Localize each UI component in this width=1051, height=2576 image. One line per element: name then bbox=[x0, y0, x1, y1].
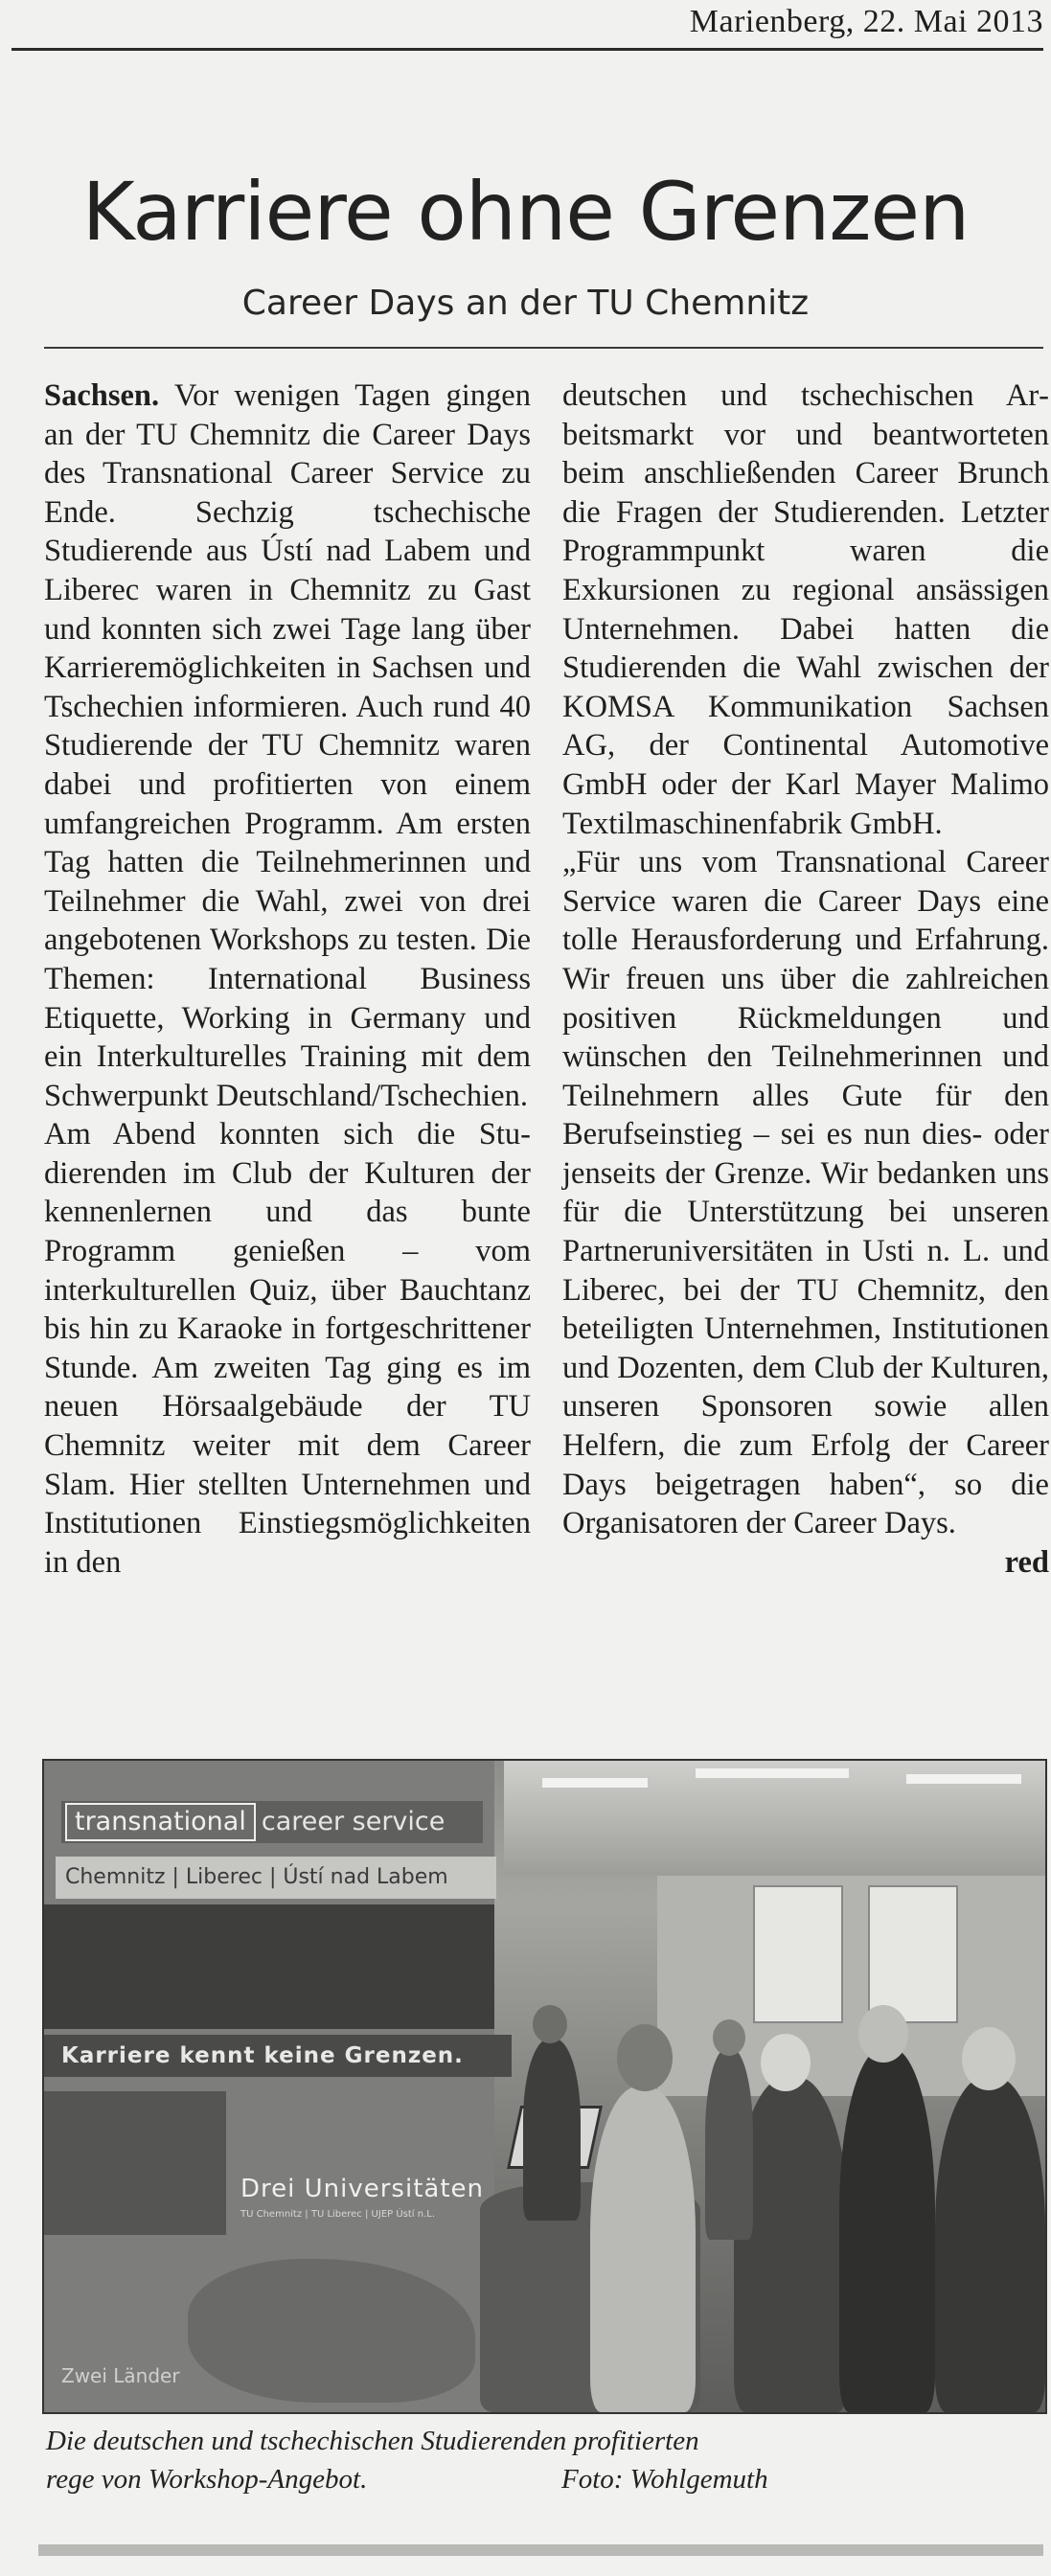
photo-credit: Foto: Wohlgemuth bbox=[561, 2464, 768, 2495]
person-head bbox=[533, 2005, 567, 2043]
person-head bbox=[761, 2034, 811, 2091]
person-head bbox=[962, 2027, 1016, 2090]
banner-brand: transnational career service bbox=[61, 1801, 483, 1843]
subheadline-rule bbox=[44, 347, 1043, 349]
rollup-banner bbox=[44, 1761, 494, 2412]
dateline: Marienberg, 22. Mai 2013 bbox=[689, 4, 1043, 39]
paragraph: deutschen und tschechischen Arbeitsmarkt vor und beantworteten beim anschließenden Career Brunch die Fragen der Studierenden. Letzter Programmpunkt waren die Exkursionen zu regional ansässigen Unternehmen. Dabei hatten die Studierenden die Wahl zwischen der KOMSA Kommunikation Sachsen AG, der Continental Automotive GmbH oder der Karl Mayer Malimo Textilmaschinenfabrik GmbH. bbox=[562, 378, 1049, 841]
bottom-rule bbox=[38, 2544, 1043, 2556]
caption-line: Die deutschen und tschechischen Studierenden profitierten bbox=[46, 2426, 699, 2456]
article-column-left bbox=[44, 376, 531, 1582]
banner-cities: Chemnitz | Liberec | Ústí nad Labem bbox=[56, 1857, 496, 1899]
top-rule bbox=[11, 48, 1043, 51]
ceiling-light bbox=[906, 1774, 1021, 1784]
lead-in: Sachsen. bbox=[44, 378, 160, 413]
person bbox=[839, 2048, 935, 2412]
paragraph-text: Vor wenigen Tagen gingen an der TU Chemnitz die Career Days des Transnational Career Service zu Ende. Sechzig tschechische Studierende aus Ústí nad Labem und Liberec waren in Chemnitz zu Gast und konnten sich zwei Tage lang über Karrieremöglichkeiten in Sachsen und Tschechien informieren. Auch rund 40 Studierende der TU Chemnitz waren dabei und profitierten von einem umfangreichen Programm. Am ersten Tag hatten die Teilnehmerinnen und Teilnehmer die Wahl, zwei von drei angebotenen Workshops zu testen. Die Themen: International Business Etiquette, Working in Germany und ein Interkulturelles Training mit dem Schwerpunkt Deutschland/Tschechien. bbox=[44, 378, 531, 1113]
banner-universities-sub: TU Chemnitz | TU Liberec | UJEP Ústí n.L. bbox=[240, 2209, 436, 2220]
person-head bbox=[713, 2019, 745, 2056]
caption-line: rege von Workshop-Angebot. bbox=[46, 2464, 368, 2495]
banner-map bbox=[188, 2259, 475, 2403]
person bbox=[523, 2039, 581, 2221]
author-tag: red bbox=[1004, 1544, 1049, 1580]
article-column-right bbox=[562, 376, 1049, 1582]
person-head bbox=[858, 2005, 908, 2063]
person bbox=[590, 2086, 696, 2412]
person bbox=[705, 2048, 753, 2240]
ceiling-light bbox=[542, 1778, 648, 1788]
photo-window bbox=[868, 1885, 958, 2023]
banner-universities: Drei Universitäten bbox=[240, 2175, 484, 2203]
subheadline: Career Days an der TU Chemnitz bbox=[241, 284, 810, 323]
article-photo bbox=[42, 1759, 1047, 2414]
banner-countries: Zwei Länder bbox=[61, 2364, 180, 2387]
banner-slogan: Karriere kennt keine Grenzen. bbox=[44, 2035, 512, 2077]
paragraph: Am Abend konnten sich die Studierenden im Club der Kulturen der kennenlernen und das bunte Programm genießen – vom interkulturellen Quiz, über Bauchtanz bis hin zu Karaoke in fortgeschrittener Stunde. Am zweiten Tag ging es im neuen Hörsaalgebäude der TU Chemnitz weiter mit dem Career Slam. Hier stellten Unternehmen und Institutionen Einstiegsmöglichkeiten in den bbox=[44, 1117, 531, 1580]
paragraph: „Für uns vom Transnational Career Service waren die Career Days eine tolle Herausforderung und Erfahrung. Wir freuen uns über die zahlreichen positiven Rückmeldungen und wünschen den Teilnehmerinnen und Teilnehmern alles Gute für den Berufseinstieg – sei es nun dies- oder jenseits der Grenze. Wir bedanken uns für die Unterstützung bei unseren Partneruniversitäten in Usti n. L. und Liberec, bei der TU Chemnitz, den beteiligten Unternehmen, Institutionen und Dozenten, dem Club der Kulturen, unseren Sponsoren sowie allen Helfern, die zum Erfolg der Career Days beigetragen haben“, so die Organisatoren der Career Days. bbox=[562, 845, 1049, 1541]
banner-image bbox=[44, 2091, 226, 2235]
photo-caption bbox=[46, 2422, 1042, 2498]
photo-window bbox=[753, 1885, 843, 2023]
ceiling-light bbox=[696, 1768, 849, 1778]
headline: Karriere ohne Grenzen bbox=[81, 165, 970, 259]
person-head bbox=[617, 2024, 673, 2091]
banner-image bbox=[44, 1904, 494, 2029]
paragraph bbox=[44, 376, 531, 1115]
person bbox=[935, 2077, 1045, 2412]
